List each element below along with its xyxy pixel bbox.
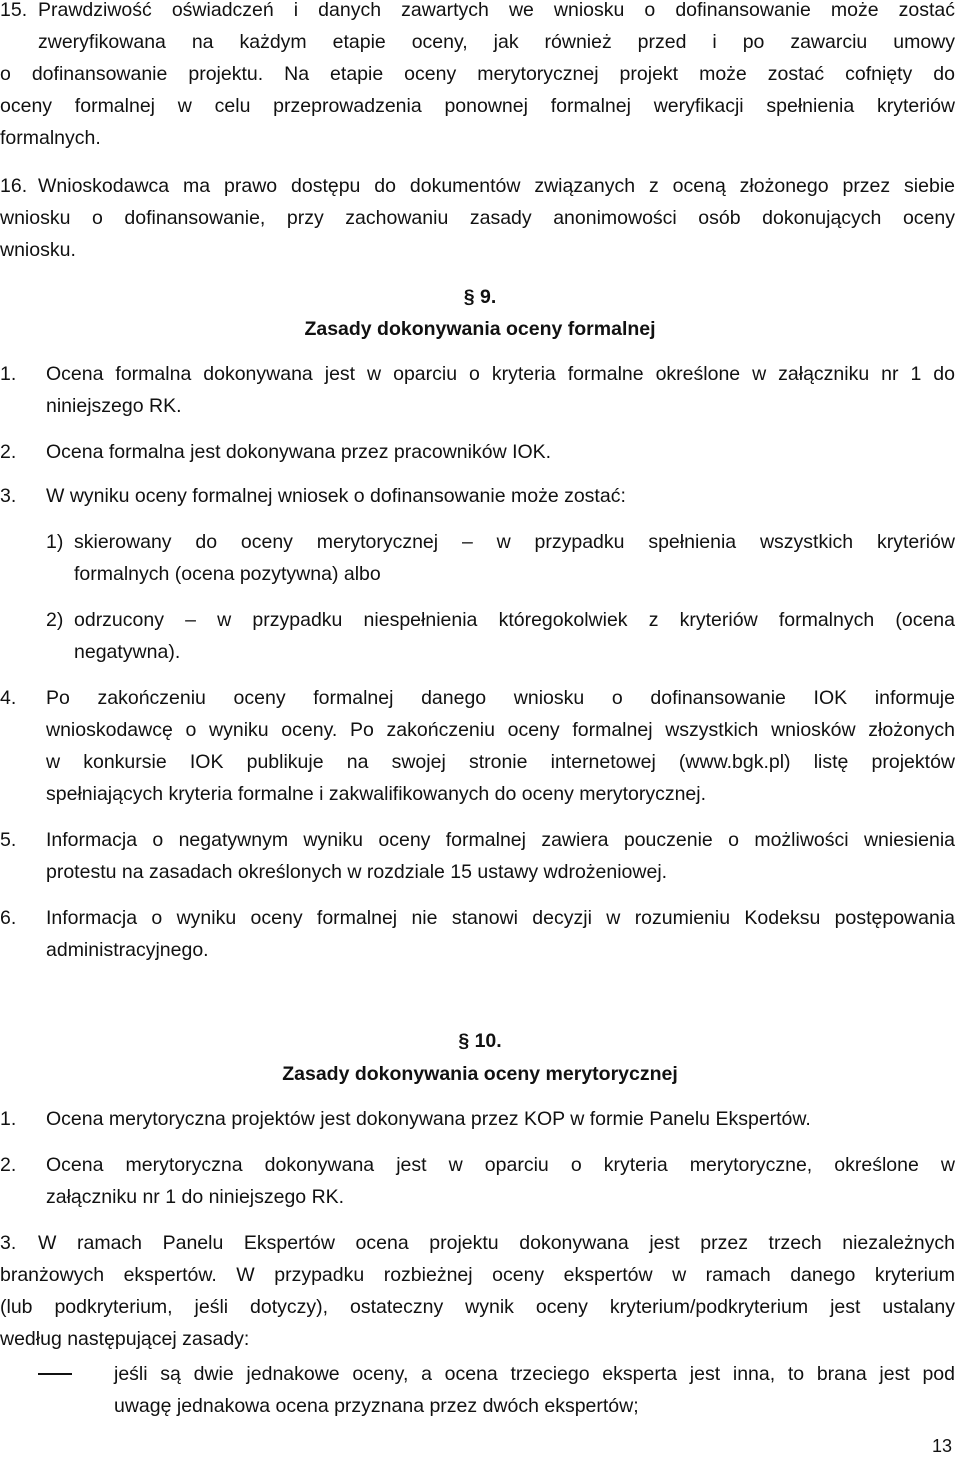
text-line: odrzucony – w przypadku niespełnienia któregokolwiek z kryteriów formalnych (ocena	[74, 609, 955, 631]
text-line: Ocena formalna jest dokonywana przez pracowników IOK.	[46, 441, 552, 463]
text-line: według następującej zasady:	[0, 1328, 250, 1350]
paragraph-16	[0, 170, 955, 266]
text-line: załączniku nr 1 do niniejszego RK.	[46, 1186, 345, 1208]
text-line: niniejszego RK.	[46, 395, 182, 417]
page-number: 13	[931, 1436, 952, 1456]
text-line: wnioskodawcę o wyniku oceny. Po zakończeniu oceny formalnej wszystkich wniosków złożonych	[46, 719, 955, 741]
text-line: administracyjnego.	[46, 939, 209, 961]
text-line: negatywna).	[74, 641, 181, 663]
section-9-item-6	[0, 902, 955, 966]
text-line: formalnych (ocena pozytywna) albo	[74, 563, 381, 585]
section-9-title: Zasady dokonywania oceny formalnej	[304, 318, 656, 340]
section-9-item-2	[0, 436, 955, 468]
section-10-title: Zasady dokonywania oceny merytorycznej	[282, 1063, 678, 1085]
section-10-item-3	[0, 1227, 955, 1355]
text-line: uwagę jednakowa ocena przyznana przez dwóch ekspertów;	[114, 1395, 639, 1417]
text-line: Po zakończeniu oceny formalnej danego wniosku o dofinansowanie IOK informuje	[46, 687, 955, 709]
item-number: 4.	[0, 687, 17, 709]
section-9-item-4	[0, 682, 955, 810]
dash-bullet-icon	[38, 1373, 72, 1375]
item-number: 3.	[0, 1232, 17, 1254]
item-number: 2.	[0, 441, 17, 463]
section-9-number: § 9.	[463, 286, 497, 308]
section-10-item-1	[0, 1103, 955, 1135]
subitem-number: 1)	[46, 531, 64, 553]
section-9-subitem-2	[46, 604, 955, 668]
section-9-item-1	[0, 358, 955, 422]
item-number: 1.	[0, 363, 17, 385]
text-line: Prawdziwość oświadczeń i danych zawartych we wniosku o dofinansowanie może zostać	[38, 0, 955, 21]
text-line: protestu na zasadach określonych w rozdziale 15 ustawy wdrożeniowej.	[46, 861, 668, 883]
text-line: Informacja o negatywnym wyniku oceny formalnej zawiera pouczenie o możliwości wniesienia	[46, 829, 955, 851]
text-line: (lub podkryterium, jeśli dotyczy), ostateczny wynik oceny kryterium/podkryterium jest ustalany	[0, 1296, 955, 1318]
paragraph-15	[0, 0, 955, 154]
section-10-number: § 10.	[458, 1030, 502, 1052]
text-line: jeśli są dwie jednakowe oceny, a ocena trzeciego eksperta jest inna, to brana jest pod	[114, 1363, 955, 1385]
item-number: 3.	[0, 485, 17, 507]
text-line: w konkursie IOK publikuje na swojej stronie internetowej (www.bgk.pl) listę projektów	[46, 751, 955, 773]
section-9-item-5	[0, 824, 955, 888]
paragraph-number: 15.	[0, 0, 28, 21]
text-line: wniosku.	[0, 239, 76, 261]
section-9-item-3	[0, 480, 955, 512]
section-10-item-2	[0, 1149, 955, 1213]
text-line: spełniających kryteria formalne i zakwalifikowanych do oceny merytorycznej.	[46, 783, 707, 805]
text-line: oceny formalnej w celu przeprowadzenia ponownej formalnej weryfikacji spełnienia kryteriów	[0, 95, 955, 117]
text-line: Wnioskodawca ma prawo dostępu do dokumentów związanych z oceną złożonego przez siebie	[38, 175, 955, 197]
text-line: Ocena merytoryczna projektów jest dokonywana przez KOP w formie Panelu Ekspertów.	[46, 1108, 811, 1130]
item-number: 6.	[0, 907, 17, 929]
text-line: branżowych ekspertów. W przypadku rozbieżnej oceny ekspertów w ramach danego kryterium	[0, 1264, 955, 1286]
text-line: wniosku o dofinansowanie, przy zachowaniu zasady anonimowości osób dokonujących oceny	[0, 207, 955, 229]
paragraph-number: 16.	[0, 175, 28, 197]
text-line: skierowany do oceny merytorycznej – w przypadku spełnienia wszystkich kryteriów	[74, 531, 955, 553]
text-line: Ocena formalna dokonywana jest w oparciu o kryteria formalne określone w załączniku nr 1 do	[46, 363, 955, 385]
text-line: Ocena merytoryczna dokonywana jest w oparciu o kryteria merytoryczne, określone w	[46, 1154, 955, 1176]
dash-list-item	[38, 1358, 955, 1422]
text-line: W wyniku oceny formalnej wniosek o dofinansowanie może zostać:	[46, 485, 626, 507]
text-line: Informacja o wyniku oceny formalnej nie stanowi decyzji w rozumieniu Kodeksu postępowania	[46, 907, 955, 929]
text-line: o dofinansowanie projektu. Na etapie oceny merytorycznej projekt może zostać cofnięty do	[0, 63, 955, 85]
section-9-subitem-1	[46, 526, 955, 590]
text-line: zweryfikowana na każdym etapie oceny, jak również przed i po zawarciu umowy	[38, 31, 955, 53]
subitem-number: 2)	[46, 609, 64, 631]
text-line: formalnych.	[0, 127, 101, 149]
text-line: W ramach Panelu Ekspertów ocena projektu dokonywana jest przez trzech niezależnych	[38, 1232, 955, 1254]
item-number: 2.	[0, 1154, 17, 1176]
item-number: 5.	[0, 829, 17, 851]
item-number: 1.	[0, 1108, 17, 1130]
